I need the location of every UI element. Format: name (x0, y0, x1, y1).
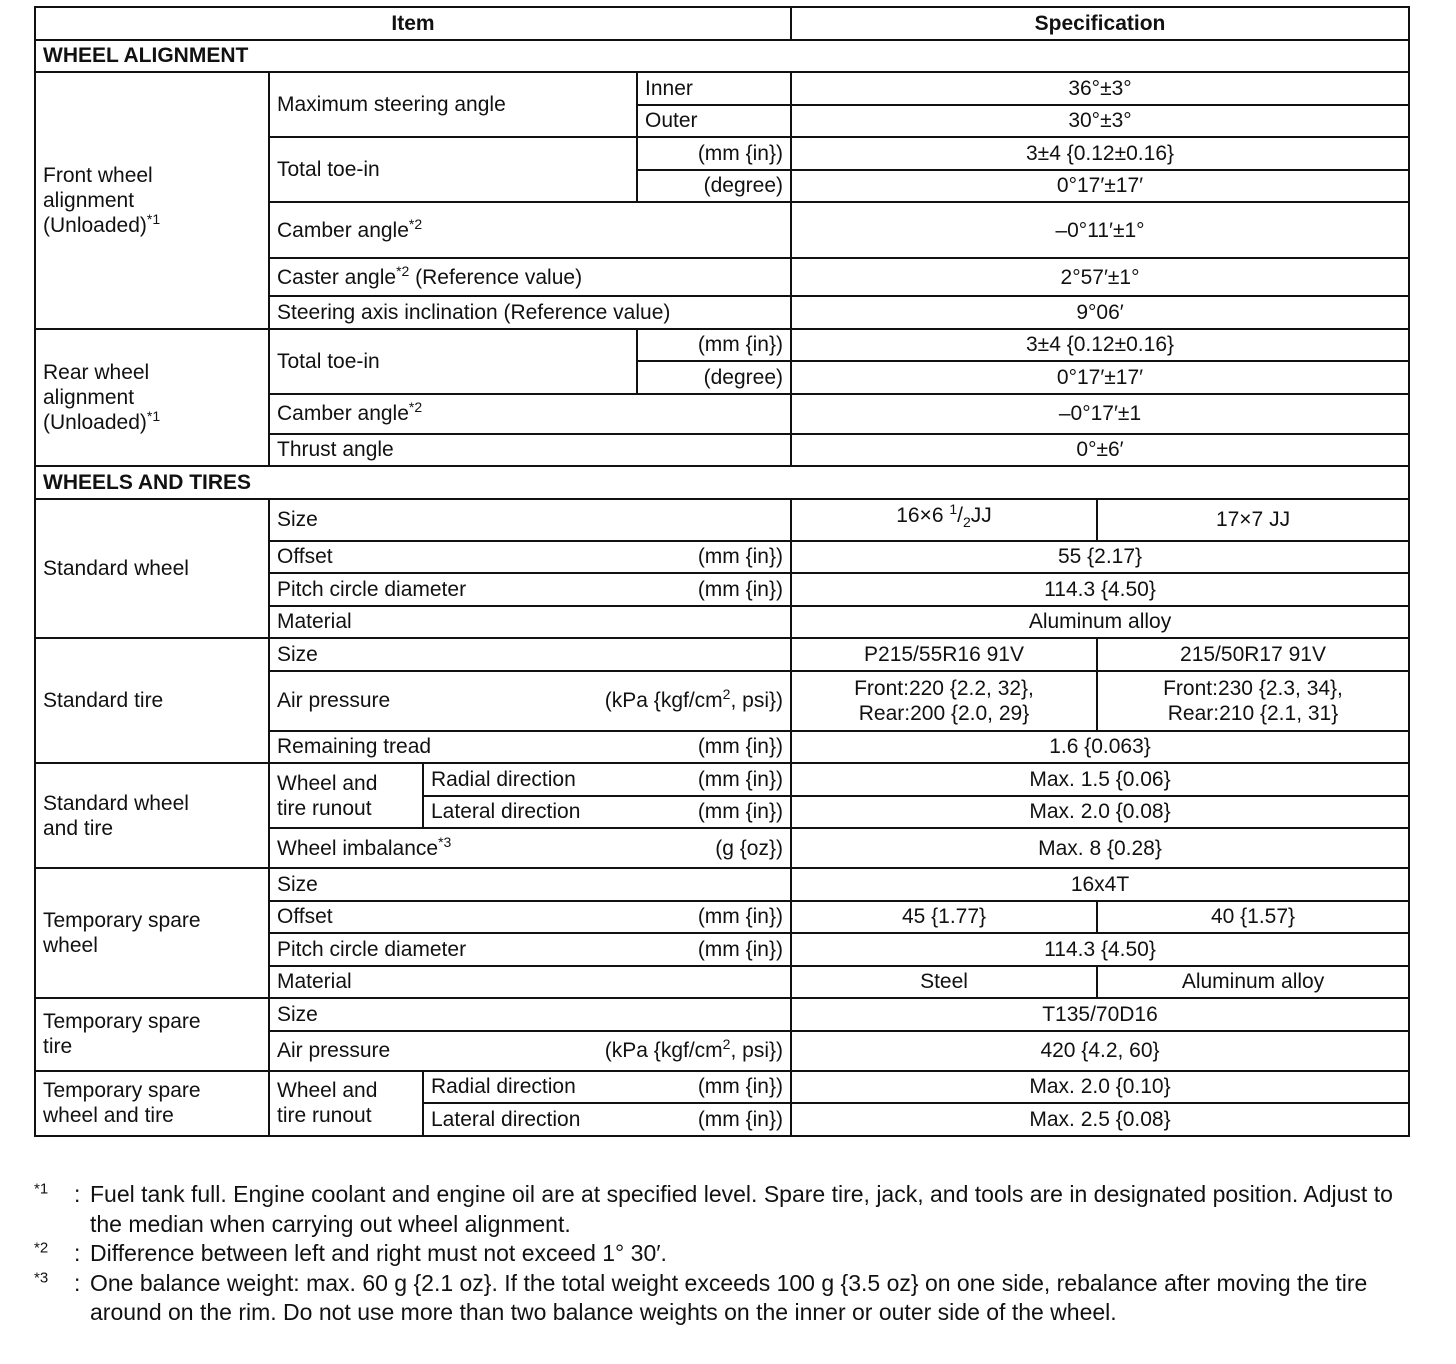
footnote-text: Fuel tank full. Engine coolant and engine oil are at specified level. Spare tire, jack, and tools are in designated position. Adjust to the median when carrying out wheel alignment. (90, 1181, 1393, 1237)
sai-value: 9°06′ (791, 296, 1409, 329)
runout-label: Wheel and tire runout (269, 1071, 423, 1136)
table-row (35, 499, 1409, 541)
standard-wheel-tire-group: Standard wheel and tire (35, 763, 269, 868)
spare-wheel-group: Temporary spare wheel (35, 868, 269, 998)
footnote-3: $^{*3}$ : One balance weight: max. 60 g {2.1 oz}. If the total weight exceeds 100 g {3.5 oz} on one side, rebalance after moving the tire around on the rim. Do not use more than two balance weights on the inner or outer side of the wheel. (34, 1269, 1414, 1328)
wheel-size-17: 17×7 JJ (1097, 499, 1409, 541)
footnotes (34, 1180, 1414, 1328)
size-label: Size (269, 499, 791, 541)
standard-tire-group: Standard tire (35, 638, 269, 763)
rear-camber-value: –0°17′±1 (791, 394, 1409, 434)
spare-offset-a: 45 {1.77} (791, 901, 1097, 934)
group-label: alignment (43, 385, 135, 409)
air-pressure-cell: Air pressure (kPa {$kgf/cm^2$, psi}) (269, 671, 791, 731)
unit-label: (degree) (637, 170, 791, 203)
header-row (35, 7, 1409, 40)
offset-cell: Offset (mm {in}) (269, 901, 791, 934)
table-row (35, 72, 1409, 105)
air-pressure-17: Front:230 {2.3, 34}, Rear:210 {2.1, 31} (1097, 671, 1409, 731)
tire-size-16: P215/55R16 91V (791, 638, 1097, 671)
size-label: Size (269, 998, 791, 1031)
pcd-cell: Pitch circle diameter (mm {in}) (269, 573, 791, 606)
section-row (35, 40, 1409, 73)
inner-label: Inner (637, 72, 791, 105)
table-row (35, 998, 1409, 1031)
tread-value: 1.6 {0.063} (791, 731, 1409, 764)
front-alignment-group (35, 72, 269, 329)
spare-lateral-value: Max. 2.5 {0.08} (791, 1103, 1409, 1136)
lateral-cell: Lateral direction (mm {in}) (423, 1103, 791, 1136)
footnote-2: $^{*2}$ : Difference between left and right must not exceed 1° 30′. (34, 1239, 1414, 1269)
spare-radial-value: Max. 2.0 {0.10} (791, 1071, 1409, 1104)
spare-wheel-size-value: 16x4T (791, 868, 1409, 901)
front-toe-deg-value: 0°17′±17′ (791, 170, 1409, 203)
outer-label: Outer (637, 105, 791, 138)
rear-alignment-group (35, 329, 269, 467)
caster-value: 2°57′±1° (791, 258, 1409, 296)
size-label: Size (269, 638, 791, 671)
table-row (35, 329, 1409, 362)
group-label: Rear wheel (43, 360, 150, 384)
group-label: (Unloaded)$^{*1}$ (43, 407, 161, 434)
spare-tire-size-value: T135/70D16 (791, 998, 1409, 1031)
tread-cell: Remaining tread (mm {in}) (269, 731, 791, 764)
spare-pcd-value: 114.3 {4.50} (791, 933, 1409, 966)
imbalance-value: Max. 8 {0.28} (791, 828, 1409, 868)
group-label: alignment (43, 188, 135, 212)
specification-header: Specification (791, 7, 1409, 40)
thrust-value: 0°±6′ (791, 434, 1409, 467)
section-row (35, 466, 1409, 499)
unit-label: (degree) (637, 361, 791, 394)
standard-wheel-group: Standard wheel (35, 499, 269, 639)
unit-label: (mm {in}) (637, 137, 791, 170)
rear-camber-label: Camber angle$^{*2}$ (269, 394, 791, 434)
specification-table (34, 6, 1410, 1137)
rear-toe-deg-value: 0°17′±17′ (791, 361, 1409, 394)
air-pressure-16: Front:220 {2.2, 32}, Rear:200 {2.0, 29} (791, 671, 1097, 731)
footnote-1: $^{*1}$ : Fuel tank full. Engine coolant and engine oil are at specified level. Spare tire, jack, and tools are in designated position. Adjust to the median when carrying out wheel alignment. (34, 1180, 1414, 1239)
rear-toe-mm-value: 3±4 {0.12±0.16} (791, 329, 1409, 362)
air-pressure-cell: Air pressure (kPa {$kgf/cm^2$, psi}) (269, 1031, 791, 1071)
sai-label: Steering axis inclination (Reference value) (269, 296, 791, 329)
spare-wheel-tire-group: Temporary spare wheel and tire (35, 1071, 269, 1136)
pcd-value: 114.3 {4.50} (791, 573, 1409, 606)
pcd-cell: Pitch circle diameter (mm {in}) (269, 933, 791, 966)
imbalance-cell: Wheel imbalance$^{*3}$ (g {oz}) (269, 828, 791, 868)
front-camber-value: –0°11′±1° (791, 202, 1409, 258)
front-camber-label: Camber angle$^{*2}$ (269, 202, 791, 258)
spare-material-b: Aluminum alloy (1097, 966, 1409, 999)
front-toe-mm-value: 3±4 {0.12±0.16} (791, 137, 1409, 170)
spare-material-a: Steel (791, 966, 1097, 999)
offset-cell: Offset (mm {in}) (269, 541, 791, 574)
lateral-cell: Lateral direction (mm {in}) (423, 796, 791, 829)
unit-label: (mm {in}) (637, 329, 791, 362)
item-header: Item (35, 7, 791, 40)
inner-value: 36°±3° (791, 72, 1409, 105)
runout-label: Wheel and tire runout (269, 763, 423, 828)
material-value: Aluminum alloy (791, 606, 1409, 639)
table-row (35, 763, 1409, 796)
radial-value: Max. 1.5 {0.06} (791, 763, 1409, 796)
table-row (35, 868, 1409, 901)
wheel-size-16: 16×6 $^1/_2JJ$ (791, 499, 1097, 541)
thrust-label: Thrust angle (269, 434, 791, 467)
tire-size-17: 215/50R17 91V (1097, 638, 1409, 671)
table-row (35, 1071, 1409, 1104)
radial-cell: Radial direction (mm {in}) (423, 763, 791, 796)
group-label: Front wheel (43, 163, 153, 187)
offset-value: 55 {2.17} (791, 541, 1409, 574)
section-wheels-and-tires: WHEELS AND TIRES (35, 466, 1409, 499)
material-label: Material (269, 606, 791, 639)
spare-air-value: 420 {4.2, 60} (791, 1031, 1409, 1071)
group-label: (Unloaded)$^{*1}$ (43, 210, 161, 237)
footnote-text: Difference between left and right must not exceed 1° 30′. (90, 1240, 667, 1266)
footnote-text: One balance weight: max. 60 g {2.1 oz}. If the total weight exceeds 100 g {3.5 oz} on one side, rebalance after moving the tire around on the rim. Do not use more than two balance weights on the inner or outer side of the wheel. (90, 1269, 1368, 1325)
size-label: Size (269, 868, 791, 901)
lateral-value: Max. 2.0 {0.08} (791, 796, 1409, 829)
table-row (35, 638, 1409, 671)
radial-cell: Radial direction (mm {in}) (423, 1071, 791, 1104)
caster-label: Caster angle$^{*2}$ (Reference value) (269, 258, 791, 296)
material-label: Material (269, 966, 791, 999)
spare-offset-b: 40 {1.57} (1097, 901, 1409, 934)
rear-toe-label: Total toe-in (269, 329, 637, 394)
section-wheel-alignment: WHEEL ALIGNMENT (35, 40, 1409, 73)
spare-tire-group: Temporary spare tire (35, 998, 269, 1071)
front-toe-label: Total toe-in (269, 137, 637, 202)
max-steering-angle-label: Maximum steering angle (269, 72, 637, 137)
outer-value: 30°±3° (791, 105, 1409, 138)
